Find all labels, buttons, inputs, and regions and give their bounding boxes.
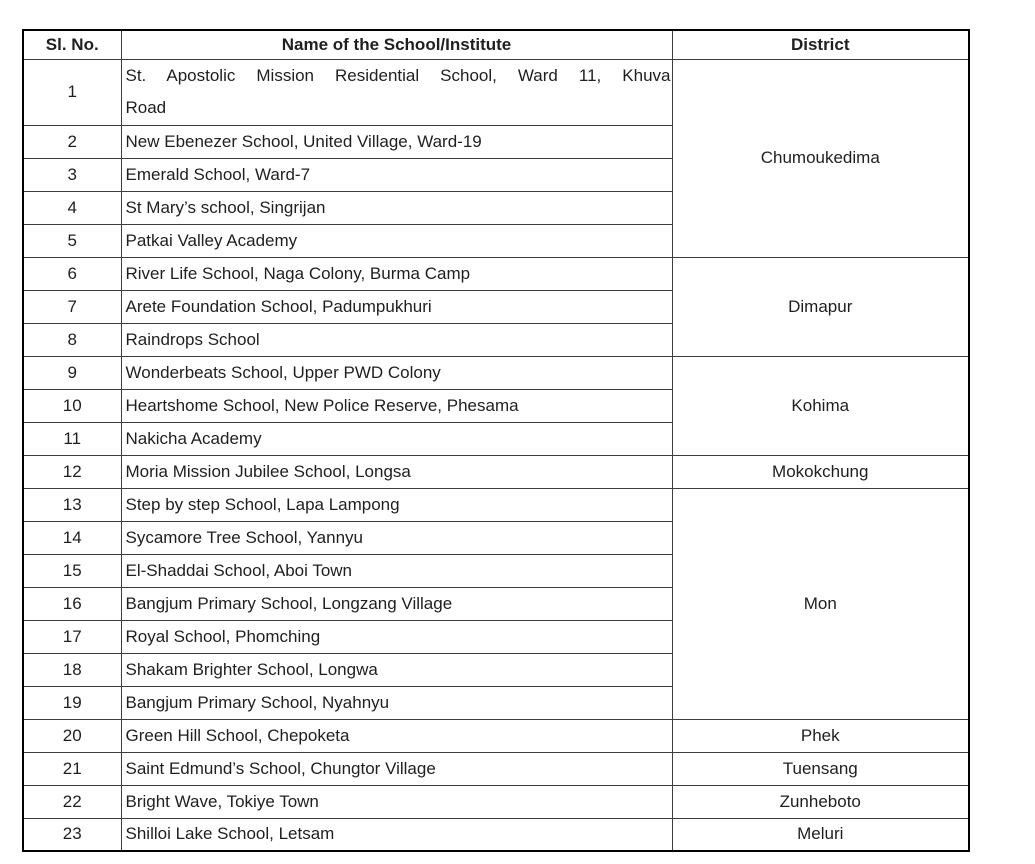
sl-cell: 5 <box>23 224 121 257</box>
school-name-cell <box>121 59 672 125</box>
sl-cell: 8 <box>23 323 121 356</box>
school-name-cell: Bangjum Primary School, Nyahnyu <box>121 686 672 719</box>
sl-cell: 17 <box>23 620 121 653</box>
sl-cell: 21 <box>23 752 121 785</box>
sl-cell: 15 <box>23 554 121 587</box>
school-name-cell: River Life School, Naga Colony, Burma Camp <box>121 257 672 290</box>
district-cell: Meluri <box>672 818 969 851</box>
sl-cell: 2 <box>23 125 121 158</box>
table-row <box>23 785 969 818</box>
sl-cell: 4 <box>23 191 121 224</box>
sl-cell: 3 <box>23 158 121 191</box>
school-name-cell: St Mary’s school, Singrijan <box>121 191 672 224</box>
district-cell: Chumoukedima <box>672 59 969 257</box>
school-name-cell: Emerald School, Ward-7 <box>121 158 672 191</box>
school-name-cell: Moria Mission Jubilee School, Longsa <box>121 455 672 488</box>
table-row <box>23 719 969 752</box>
school-name-cell: Sycamore Tree School, Yannyu <box>121 521 672 554</box>
sl-cell: 1 <box>23 59 121 125</box>
school-name-cell: Heartshome School, New Police Reserve, Phesama <box>121 389 672 422</box>
table-row <box>23 455 969 488</box>
school-name-cell: El-Shaddai School, Aboi Town <box>121 554 672 587</box>
table-row <box>23 752 969 785</box>
school-name-cell: Saint Edmund’s School, Chungtor Village <box>121 752 672 785</box>
district-cell: Kohima <box>672 356 969 455</box>
school-name-cell: Green Hill School, Chepoketa <box>121 719 672 752</box>
school-name-cell: Nakicha Academy <box>121 422 672 455</box>
sl-cell: 10 <box>23 389 121 422</box>
table-header-row <box>23 30 969 59</box>
table-row <box>23 59 969 125</box>
school-name-cell: Arete Foundation School, Padumpukhuri <box>121 290 672 323</box>
sl-cell: 7 <box>23 290 121 323</box>
district-cell: Dimapur <box>672 257 969 356</box>
sl-cell: 11 <box>23 422 121 455</box>
sl-cell: 9 <box>23 356 121 389</box>
school-name-cell: Step by step School, Lapa Lampong <box>121 488 672 521</box>
sl-cell: 18 <box>23 653 121 686</box>
sl-cell: 13 <box>23 488 121 521</box>
sl-cell: 19 <box>23 686 121 719</box>
schools-table-container <box>22 29 970 852</box>
school-name-cell: Royal School, Phomching <box>121 620 672 653</box>
school-name-cell: Shilloi Lake School, Letsam <box>121 818 672 851</box>
district-cell: Tuensang <box>672 752 969 785</box>
table-row <box>23 488 969 521</box>
district-cell: Phek <box>672 719 969 752</box>
header-sl-no: Sl. No. <box>23 30 121 59</box>
table-row <box>23 356 969 389</box>
table-row <box>23 818 969 851</box>
district-cell: Mon <box>672 488 969 719</box>
school-name-cell: New Ebenezer School, United Village, Ward-19 <box>121 125 672 158</box>
sl-cell: 6 <box>23 257 121 290</box>
sl-cell: 14 <box>23 521 121 554</box>
school-name-cell: Wonderbeats School, Upper PWD Colony <box>121 356 672 389</box>
school-name-cell: Raindrops School <box>121 323 672 356</box>
header-school-name: Name of the School/Institute <box>121 30 672 59</box>
sl-cell: 16 <box>23 587 121 620</box>
sl-cell: 23 <box>23 818 121 851</box>
school-name-cell: Patkai Valley Academy <box>121 224 672 257</box>
school-name-line-1: St. Apostolic Mission Residential School, Ward 11, Khuva <box>125 66 671 85</box>
district-cell: Zunheboto <box>672 785 969 818</box>
school-name-line-2: Road <box>125 98 167 117</box>
school-name-cell: Bangjum Primary School, Longzang Village <box>121 587 672 620</box>
sl-cell: 12 <box>23 455 121 488</box>
sl-cell: 22 <box>23 785 121 818</box>
sl-cell: 20 <box>23 719 121 752</box>
schools-table <box>22 29 970 852</box>
school-name-cell: Bright Wave, Tokiye Town <box>121 785 672 818</box>
district-cell: Mokokchung <box>672 455 969 488</box>
header-district: District <box>672 30 969 59</box>
table-row <box>23 257 969 290</box>
school-name-cell: Shakam Brighter School, Longwa <box>121 653 672 686</box>
